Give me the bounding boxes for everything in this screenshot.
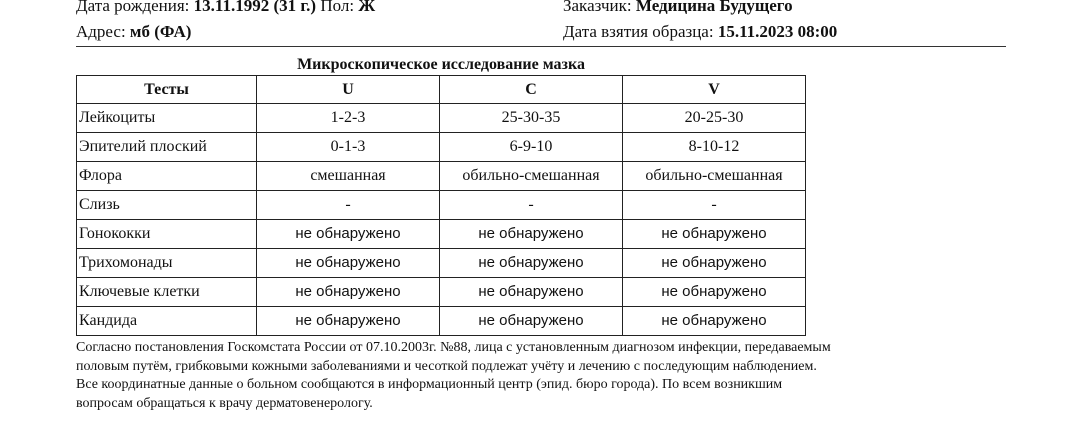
value-v: обильно-смешанная <box>623 162 806 191</box>
header-divider <box>76 46 1006 47</box>
section-title: Микроскопическое исследование мазка <box>297 56 585 73</box>
table-row <box>77 307 806 336</box>
birth-date-line <box>76 0 375 16</box>
column-header-tests: Тесты <box>77 76 257 104</box>
test-name: Трихомонады <box>77 249 257 278</box>
legal-note-line: половым путём, грибковыми кожными заболеваниями и чесоткой подлежат учёту и лечению с последующим наблюдением. <box>76 358 817 374</box>
value-v: не обнаружено <box>623 249 806 278</box>
value-u: 1-2-3 <box>257 104 440 133</box>
sex-value: Ж <box>358 0 376 15</box>
value-u: - <box>257 191 440 220</box>
address-line <box>76 22 191 42</box>
table-row <box>77 220 806 249</box>
table-row <box>77 104 806 133</box>
value-v: 20-25-30 <box>623 104 806 133</box>
birth-date-label: Дата рождения: <box>76 0 194 15</box>
address-value: мб (ФА) <box>129 22 192 41</box>
test-name: Флора <box>77 162 257 191</box>
table-row <box>77 191 806 220</box>
column-header-c: C <box>440 76 623 104</box>
column-header-v: V <box>623 76 806 104</box>
value-v: не обнаружено <box>623 278 806 307</box>
legal-note-line: вопросам обращаться к врачу дерматовенерологу. <box>76 395 373 411</box>
value-u: смешанная <box>257 162 440 191</box>
test-name: Слизь <box>77 191 257 220</box>
value-c: не обнаружено <box>440 278 623 307</box>
value-c: 25-30-35 <box>440 104 623 133</box>
value-c: не обнаружено <box>440 220 623 249</box>
value-u: 0-1-3 <box>257 133 440 162</box>
value-v: не обнаружено <box>623 220 806 249</box>
legal-note-line: Все координатные данные о больном сообщаются в информационный центр (эпид. бюро города). По всем возникшим <box>76 377 783 392</box>
test-name: Ключевые клетки <box>77 278 257 307</box>
value-u: не обнаружено <box>257 220 440 249</box>
customer-line <box>563 0 793 16</box>
legal-note-line: Согласно постановления Госкомстата России от 07.10.2003г. №88, лица с установленным диагнозом инфекции, передаваемым <box>76 340 831 355</box>
results-table <box>76 75 806 336</box>
table-row <box>77 133 806 162</box>
value-v: 8-10-12 <box>623 133 806 162</box>
value-c: 6-9-10 <box>440 133 623 162</box>
customer-label: Заказчик: <box>563 0 636 15</box>
value-u: не обнаружено <box>257 249 440 278</box>
value-v: не обнаружено <box>623 307 806 336</box>
value-c: не обнаружено <box>440 307 623 336</box>
birth-date-value: 13.11.1992 (31 г.) <box>193 0 317 15</box>
test-name: Кандида <box>77 307 257 336</box>
table-row <box>77 162 806 191</box>
value-u: не обнаружено <box>257 278 440 307</box>
value-c: - <box>440 191 623 220</box>
legal-note <box>76 339 1006 413</box>
sample-date-value: 15.11.2023 08:00 <box>717 22 838 41</box>
customer-value: Медицина Будущего <box>635 0 793 15</box>
test-name: Эпителий плоский <box>77 133 257 162</box>
value-v: - <box>623 191 806 220</box>
test-name: Гонококки <box>77 220 257 249</box>
value-c: обильно-смешанная <box>440 162 623 191</box>
table-header-row <box>77 76 806 104</box>
value-u: не обнаружено <box>257 307 440 336</box>
sex-label: Пол: <box>316 0 359 15</box>
table-row <box>77 278 806 307</box>
column-header-u: U <box>257 76 440 104</box>
sample-date-line <box>563 22 837 42</box>
sample-date-label: Дата взятия образца: <box>563 22 718 41</box>
address-label: Адрес: <box>76 22 130 41</box>
value-c: не обнаружено <box>440 249 623 278</box>
table-row <box>77 249 806 278</box>
test-name: Лейкоциты <box>77 104 257 133</box>
